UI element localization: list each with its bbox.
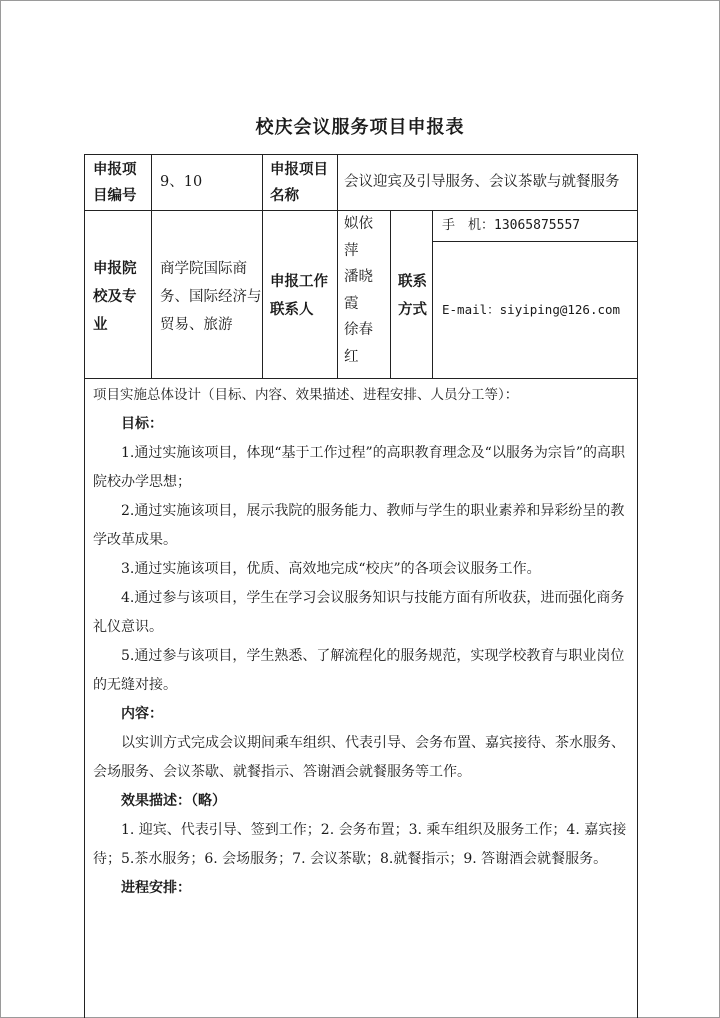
table-border-left — [84, 154, 85, 1018]
email-address: E-mail：siyiping@126.com — [442, 302, 621, 317]
column-divider — [390, 210, 391, 378]
phone-number: 手 机：13065875557 — [442, 218, 581, 233]
design-section — [93, 381, 638, 903]
table-row-divider — [84, 378, 638, 379]
column-divider — [262, 154, 263, 378]
project-code-label: 申报项 目编号 — [93, 162, 137, 204]
section-intro: 项目实施总体设计（目标、内容、效果描述、进程安排、人员分工等）： — [93, 387, 519, 403]
goal-item: 4.通过参与该项目，学生在学习会议服务知识与技能方面有所收获，进而强化商务礼仪意识。 — [93, 590, 625, 635]
contact-name-part: 霞 — [344, 295, 359, 312]
effect-text: 1. 迎宾、代表引导、签到工作；2. 会务布置；3. 乘车组织及服务工作；4. 嘉宾接待；5.茶水服务；6. 会场服务；7. 会议茶歇；8.就餐指示；9. 答谢酒会就餐服务。 — [93, 822, 627, 867]
contact-method-label: 联系 方式 — [398, 274, 427, 318]
content-heading: 内容： — [121, 706, 163, 722]
contact-name-part: 潘晓 — [344, 269, 373, 285]
project-code-value: 9、10 — [160, 174, 203, 190]
contact-name-part: 姒依 — [344, 216, 373, 232]
form-title: 校庆会议服务项目申报表 — [255, 117, 465, 138]
contact-name-part: 萍 — [344, 242, 359, 259]
project-name-value: 会议迎宾及引导服务、会议茶歇与就餐服务 — [344, 174, 620, 190]
contact-person-names — [344, 211, 373, 370]
content-text: 以实训方式完成会议期间乘车组织、代表引导、会务布置、嘉宾接待、茶水服务、会场服务、会议茶歇、就餐指示、答谢酒会就餐服务等工作。 — [93, 735, 625, 780]
column-divider — [337, 154, 338, 378]
goal-item: 5.通过参与该项目，学生熟悉、了解流程化的服务规范，实现学校教育与职业岗位的无缝对接。 — [93, 648, 625, 693]
goal-item: 3.通过实施该项目，优质、高效地完成“校庆”的各项会议服务工作。 — [121, 561, 541, 577]
contact-name-part: 徐春 — [344, 322, 373, 338]
effect-heading: 效果描述：（略） — [121, 793, 226, 809]
goal-item: 1.通过实施该项目，体现“基于工作过程”的高职教育理念及“以服务为宗旨”的高职院校办学思想； — [93, 445, 625, 490]
phone-email-divider — [432, 241, 638, 242]
goal-item: 2.通过实施该项目，展示我院的服务能力、教师与学生的职业素养和异彩纷呈的教学改革成果。 — [93, 503, 625, 548]
project-name-label: 申报项目 名称 — [270, 162, 328, 204]
contact-person-label: 申报工作 联系人 — [270, 274, 328, 318]
contact-name-part: 红 — [344, 348, 359, 365]
school-major-value: 商学院国际商 务、国际经济与 贸易、旅游 — [160, 261, 262, 333]
column-divider — [151, 154, 152, 378]
school-major-label: 申报院 校及专 业 — [93, 261, 137, 333]
column-divider — [432, 210, 433, 378]
goals-heading: 目标： — [121, 416, 163, 432]
table-border-top — [84, 154, 638, 155]
schedule-heading: 进程安排： — [121, 880, 191, 896]
